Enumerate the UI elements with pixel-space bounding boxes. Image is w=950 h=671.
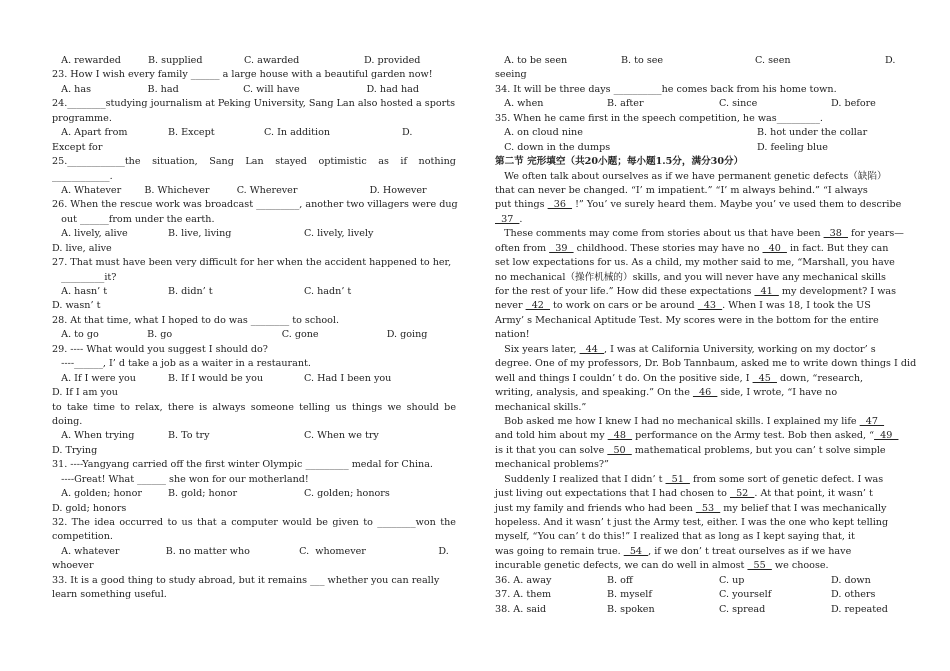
option-choice: C. since — [719, 98, 758, 110]
option-choice: A. rewarded — [52, 55, 121, 66]
option-choice: B. didn’ t — [168, 286, 213, 297]
text-line: well and things I couldn’ t do. On the positive side, I 45 down, “research, — [495, 372, 864, 384]
option-choice: B. to see — [621, 55, 664, 66]
option-row — [52, 285, 456, 299]
option-choice: A. when — [495, 98, 544, 110]
option-row — [52, 372, 456, 386]
word: ________won — [377, 517, 436, 528]
option-choice: C. spread — [719, 603, 766, 615]
word: occurred — [119, 517, 164, 528]
option-row — [52, 328, 456, 342]
option-choice: A. whatever — [52, 545, 120, 557]
option-choice: D. going — [386, 329, 428, 341]
text-line: Six years later, 44 , I was at California University, working on my doctor’ s — [495, 343, 876, 355]
option-choice: B. live, living — [168, 228, 232, 240]
text-line — [52, 401, 456, 415]
text-line: no mechanical（操作机械的）skills, and you will never have any mechanical skills — [495, 271, 886, 283]
text-line: programme. — [52, 112, 112, 124]
word: things — [351, 401, 383, 413]
option-choice: B. If I would be you — [168, 372, 264, 384]
option-choice: B. off — [607, 574, 633, 586]
option-choice: A. golden; honor — [52, 488, 142, 500]
option-choice: D. However — [369, 184, 427, 196]
word: us — [181, 517, 193, 528]
word: situation, — [152, 156, 198, 168]
text-line: incurable genetic defects, we can do well in almost 55 we choose. — [495, 560, 829, 572]
text-line: is it that you can solve 50 mathematical problems, but you can’ t solve simple — [495, 444, 886, 456]
text-line: 23. How I wish every family ______ a large house with a beautiful garden now! — [52, 69, 433, 81]
text-line: out ______from under the earth. — [52, 213, 215, 225]
word: stayed — [275, 156, 307, 168]
word: The — [71, 517, 90, 528]
option-choice: 38. A. said — [495, 603, 547, 615]
text-line: D. live, alive — [52, 242, 112, 254]
text-line: hopeless. And it wasn’ t just the Army test, either. I was the one who kept telling — [495, 517, 889, 528]
option-choice: C. gone — [281, 329, 319, 341]
option-choice: B. Except — [168, 127, 215, 139]
word: nothing — [418, 156, 456, 168]
text-line: often from 39 childhood. These stories may have no 40 in fact. But they can — [495, 242, 889, 254]
option-choice: C. up — [719, 574, 745, 586]
text-line: 33. It is a good thing to study abroad, but it remains ___ whether you can really — [52, 574, 440, 586]
option-choice: D. provided — [364, 55, 421, 66]
text-line: 35. When he came first in the speech competition, he was_________. — [495, 112, 823, 124]
text-line: D. wasn’ t — [52, 300, 101, 312]
option-choice: A. hasn’ t — [52, 286, 108, 297]
option-row — [495, 126, 897, 140]
word: as — [378, 156, 389, 168]
word: to — [167, 517, 178, 528]
option-choice: C. lively, lively — [304, 228, 374, 240]
word: time — [93, 401, 115, 413]
text-line: 37 . — [495, 213, 523, 225]
text-line: 28. At that time, what I hoped to do was ________ to school. — [52, 314, 340, 326]
text-line: never 42 to work on cars or be around 43 . When I was 18, I took the US — [495, 300, 871, 312]
option-row — [52, 487, 456, 501]
option-row — [52, 126, 456, 140]
text-line: doing. — [52, 415, 83, 427]
option-row — [52, 54, 456, 68]
option-row — [52, 184, 456, 198]
option-choice: B. gold; honor — [168, 488, 238, 500]
text-line: Suddenly I realized that I didn’ t 51 from some sort of genetic defect. I was — [495, 473, 884, 485]
word: Sang — [209, 156, 234, 168]
option-choice: D. repeated — [831, 603, 888, 615]
option-choice: C. seen — [755, 55, 791, 66]
text-line: We often talk about ourselves as if we have permanent genetic defects（缺陷） — [495, 170, 887, 182]
option-row — [52, 83, 456, 97]
text-line: set low expectations for us. As a child, my mother said to me, “Marshall, you have — [495, 257, 895, 269]
option-choice: D. — [402, 127, 413, 139]
word: take — [66, 401, 88, 413]
word: to — [120, 401, 130, 413]
option-choice: D. — [885, 55, 896, 66]
text-line — [52, 516, 456, 530]
text-line: 29. ---- What would you suggest I should do? — [52, 343, 268, 355]
option-choice: B. after — [607, 98, 644, 110]
option-choice: C. whomever — [299, 545, 366, 557]
text-line: Bob asked me how I knew I had no mechanical skills. I explained my life 47 — [495, 415, 885, 427]
text-line: just my family and friends who had been 53 my belief that I was mechanically — [495, 502, 887, 514]
word: to — [52, 401, 62, 413]
text-line: ----______, I’ d take a job as a waiter in a restaurant. — [52, 358, 311, 370]
option-choice: C. awarded — [244, 55, 300, 66]
option-choice: C. will have — [243, 83, 300, 95]
word: us — [335, 401, 347, 413]
word: be — [316, 517, 328, 528]
word: 32. — [52, 517, 68, 528]
option-row — [52, 227, 456, 241]
option-choice: 37. A. them — [495, 589, 552, 601]
word: telling — [299, 401, 331, 413]
word: the — [440, 517, 456, 528]
word: idea — [94, 517, 115, 528]
text-line: whoever — [52, 560, 94, 572]
option-choice: C. Had I been you — [304, 372, 392, 384]
text-line: was going to remain true. 54 , if we don’ t treat ourselves as if we have — [495, 545, 852, 557]
option-row — [52, 429, 456, 443]
option-choice: A. If I were you — [52, 372, 136, 384]
text-line: 26. When the rescue work was broadcast _________, another two villagers were dug — [52, 199, 458, 211]
option-choice: C. Wherever — [236, 184, 298, 196]
word: that — [197, 517, 217, 528]
word: a — [221, 517, 227, 528]
text-line: These comments may come from stories about us that have been 38 for years— — [495, 228, 904, 240]
option-choice: D. — [438, 545, 449, 557]
word: relax, — [135, 401, 163, 413]
text-line: degree. One of my professors, Dr. Bob Tannbaum, asked me to write down things I did — [495, 358, 917, 370]
word: be — [444, 401, 456, 413]
word: is — [199, 401, 208, 413]
option-choice: C. When we try — [304, 430, 379, 442]
text-line: just living out expectations that I had chosen to 52 . At that point, it wasn’ t — [495, 488, 873, 500]
option-row — [495, 574, 897, 588]
option-choice: B. Whichever — [144, 184, 210, 196]
text-line: mechanical problems?” — [495, 459, 609, 471]
text-line: D. Trying — [52, 444, 98, 456]
option-choice: A. lively, alive — [52, 228, 128, 240]
text-line: myself, “You can’ t do this!” I realized that as long as I kept saying that, it — [495, 531, 855, 543]
text-line: mechanical skills.” — [495, 401, 587, 413]
text-line: _________it? — [52, 271, 117, 283]
word: would — [282, 517, 312, 528]
word: always — [212, 401, 246, 413]
option-choice: B. no matter who — [165, 545, 250, 557]
text-line: 24.________studying journalism at Peking University, Sang Lan also hosted a sports — [52, 98, 455, 110]
text-line: and told him about my 48 performance on the Army test. Bob then asked, “ 49 — [495, 430, 899, 442]
option-row — [495, 588, 897, 602]
option-choice: A. Whatever — [52, 184, 122, 196]
option-choice: C. golden; honors — [304, 488, 390, 500]
option-choice: D. others — [831, 589, 876, 601]
text-line: put things 36 !” You’ ve surely heard them. Maybe you’ ve used them to describe — [495, 199, 902, 211]
text-line: seeing — [495, 69, 527, 81]
option-choice: C. down in the dumps — [495, 141, 611, 153]
option-row — [495, 603, 897, 617]
word: computer — [231, 517, 278, 528]
text-line: for the rest of your life.” How did these expectations 41 my development? I was — [495, 286, 897, 297]
word: given — [332, 517, 359, 528]
option-choice: D. feeling blue — [757, 141, 828, 153]
word: optimistic — [318, 156, 367, 168]
option-choice: B. hot under the collar — [757, 127, 868, 139]
text-line: that can never be changed. “I’ m impatient.” “I’ m always behind.” “I always — [495, 184, 868, 196]
word: to — [363, 517, 373, 528]
word: 25.____________the — [52, 156, 141, 168]
text-line: D. If I am you — [52, 387, 118, 399]
section-heading: 第二节 完形填空（共20小题；每小题1.5分，满分30分） — [495, 156, 744, 168]
word: if — [400, 156, 408, 168]
word: there — [167, 401, 194, 413]
option-choice: B. had — [147, 83, 179, 95]
text-line: competition. — [52, 531, 113, 543]
text-line: Army’ s Mechanical Aptitude Test. My scores were in the bottom for the entire — [495, 314, 879, 326]
option-choice: D. down — [831, 574, 871, 586]
word: Lan — [245, 156, 264, 168]
option-choice: A. When trying — [52, 430, 135, 442]
left-column — [52, 54, 456, 603]
option-choice: C. In addition — [264, 127, 331, 139]
text-line: ____________. — [52, 170, 113, 182]
text-line: 27. That must have been very difficult for her when the accident happened to her, — [52, 257, 452, 269]
option-choice: 36. A. away — [495, 574, 552, 586]
text-line: 34. It will be three days __________he comes back from his home town. — [495, 83, 837, 95]
option-choice: D. had had — [366, 83, 420, 95]
right-column — [495, 54, 917, 617]
option-choice: C. yourself — [719, 589, 772, 601]
word: someone — [250, 401, 294, 413]
option-choice: B. myself — [607, 589, 652, 601]
option-choice: B. spoken — [607, 603, 655, 615]
option-row — [495, 141, 897, 155]
option-choice: B. To try — [168, 430, 210, 442]
text-line — [52, 155, 456, 169]
option-choice: A. to go — [52, 329, 99, 341]
option-choice: D. before — [831, 98, 876, 110]
option-choice: C. hadn’ t — [304, 286, 352, 297]
option-choice: A. on cloud nine — [495, 127, 583, 139]
word: we — [387, 401, 402, 413]
word: should — [406, 401, 439, 413]
text-line: Except for — [52, 141, 103, 153]
option-row — [52, 545, 456, 559]
option-row — [495, 97, 897, 111]
text-line: learn something useful. — [52, 589, 167, 601]
text-line: nation! — [495, 329, 530, 341]
option-choice: A. has — [52, 83, 91, 95]
text-line: ----Great! What ______ she won for our motherland! — [52, 473, 309, 485]
text-line: D. gold; honors — [52, 502, 127, 514]
text-line: 31. ----Yangyang carried off the first winter Olympic _________ medal for China. — [52, 459, 433, 471]
option-choice: B. supplied — [148, 55, 203, 66]
option-row — [495, 54, 897, 68]
option-choice: B. go — [147, 329, 173, 341]
text-line: writing, analysis, and speaking.” On the 46 side, I wrote, “I have no — [495, 387, 838, 399]
option-choice: A. Apart from — [52, 127, 128, 139]
option-choice: A. to be seen — [495, 55, 568, 66]
